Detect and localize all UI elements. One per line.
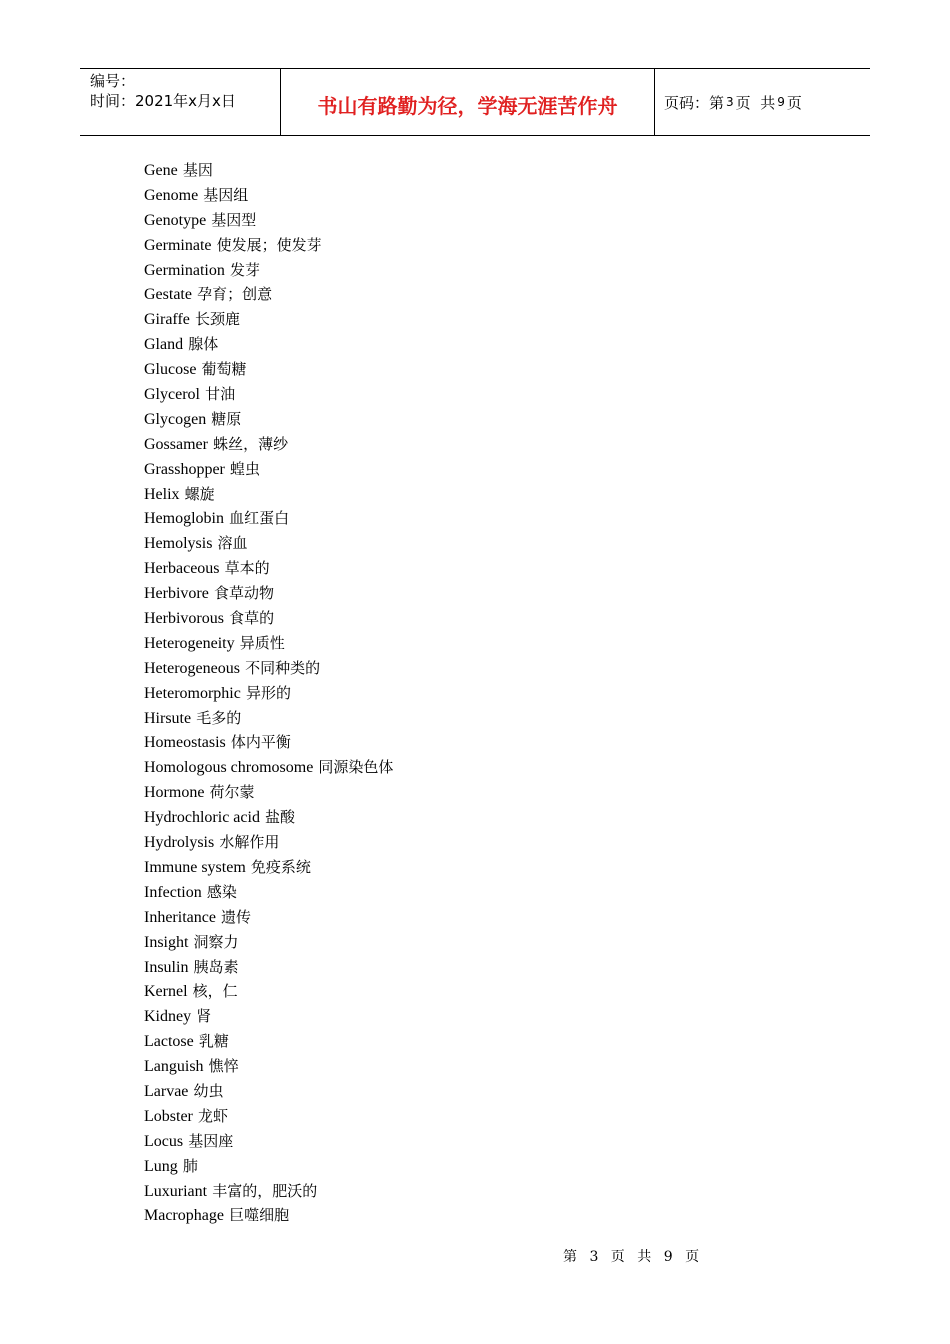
glossary-entry bbox=[144, 730, 393, 755]
entry-definition: 洞察力 bbox=[193, 932, 239, 951]
entry-term: Glycogen bbox=[144, 410, 207, 428]
glossary-entry bbox=[144, 581, 393, 606]
page-current: 3 bbox=[726, 95, 734, 109]
glossary-entry bbox=[144, 407, 393, 432]
entry-term: Gland bbox=[144, 336, 184, 354]
entry-definition: 食草动物 bbox=[213, 584, 274, 603]
entry-definition: 遗传 bbox=[221, 907, 252, 926]
entry-definition: 巨噬细胞 bbox=[229, 1206, 290, 1225]
entry-definition: 毛多的 bbox=[196, 708, 242, 727]
entry-term: Hormone bbox=[144, 784, 205, 802]
entry-definition: 血红蛋白 bbox=[229, 509, 290, 528]
entry-definition: 胰岛素 bbox=[193, 957, 239, 976]
glossary-entry bbox=[144, 1029, 393, 1054]
glossary-entry bbox=[144, 905, 393, 930]
glossary-entry bbox=[144, 1054, 393, 1079]
entry-definition: 蝗虫 bbox=[229, 459, 260, 478]
page-footer: 第 3 页 共 9 页 bbox=[563, 1249, 702, 1265]
entry-term: Genotype bbox=[144, 211, 207, 229]
page-mid: 页 共 bbox=[735, 93, 776, 112]
entry-term: Gossamer bbox=[144, 435, 208, 453]
entry-term: Genome bbox=[144, 186, 199, 204]
glossary-entry bbox=[144, 432, 393, 457]
glossary-entry bbox=[144, 457, 393, 482]
entry-term: Inheritance bbox=[144, 908, 216, 926]
entry-term: Herbaceous bbox=[144, 560, 220, 578]
entry-term: Hydrolysis bbox=[144, 834, 215, 852]
entry-term: Herbivore bbox=[144, 585, 209, 603]
entry-term: Giraffe bbox=[144, 311, 190, 329]
glossary-entry bbox=[144, 1179, 393, 1204]
entry-term: Germination bbox=[144, 261, 225, 279]
header-meta bbox=[80, 69, 281, 135]
entry-definition: 草本的 bbox=[224, 559, 270, 578]
glossary-entry bbox=[144, 1154, 393, 1179]
entry-definition: 食草的 bbox=[229, 609, 275, 628]
entry-definition: 感染 bbox=[206, 882, 237, 901]
entry-term: Lung bbox=[144, 1157, 178, 1175]
glossary-entry bbox=[144, 1004, 393, 1029]
entry-term: Macrophage bbox=[144, 1207, 224, 1225]
glossary-entry bbox=[144, 307, 393, 332]
entry-term: Hirsute bbox=[144, 709, 192, 727]
entry-definition: 荷尔蒙 bbox=[209, 783, 255, 802]
glossary-entry bbox=[144, 258, 393, 283]
entry-term: Grasshopper bbox=[144, 460, 225, 478]
header-page-info bbox=[655, 69, 870, 135]
entry-term: Lobster bbox=[144, 1107, 193, 1125]
entry-definition: 同源染色体 bbox=[318, 758, 394, 777]
entry-definition: 免疫系统 bbox=[250, 857, 311, 876]
glossary-entry bbox=[144, 656, 393, 681]
glossary-list bbox=[144, 158, 393, 1228]
glossary-entry bbox=[144, 780, 393, 805]
entry-definition: 发芽 bbox=[229, 260, 260, 279]
entry-term: Hemolysis bbox=[144, 535, 213, 553]
glossary-entry bbox=[144, 1203, 393, 1228]
entry-term: Glycerol bbox=[144, 386, 200, 404]
entry-term: Infection bbox=[144, 883, 202, 901]
glossary-entry bbox=[144, 158, 393, 183]
entry-term: Germinate bbox=[144, 236, 212, 254]
entry-term: Helix bbox=[144, 485, 180, 503]
glossary-entry bbox=[144, 506, 393, 531]
entry-definition: 乳糖 bbox=[198, 1032, 229, 1051]
glossary-entry bbox=[144, 631, 393, 656]
glossary-entry bbox=[144, 880, 393, 905]
glossary-entry bbox=[144, 183, 393, 208]
glossary-entry bbox=[144, 681, 393, 706]
page-total: 9 bbox=[777, 95, 785, 109]
glossary-entry bbox=[144, 531, 393, 556]
glossary-entry bbox=[144, 282, 393, 307]
entry-definition: 基因型 bbox=[211, 210, 257, 229]
entry-term: Languish bbox=[144, 1058, 204, 1076]
entry-term: Larvae bbox=[144, 1082, 189, 1100]
glossary-entry bbox=[144, 955, 393, 980]
glossary-entry bbox=[144, 755, 393, 780]
glossary-entry bbox=[144, 830, 393, 855]
glossary-entry bbox=[144, 706, 393, 731]
glossary-entry bbox=[144, 556, 393, 581]
entry-term: Lactose bbox=[144, 1033, 194, 1051]
entry-term: Hemoglobin bbox=[144, 510, 224, 528]
entry-term: Kidney bbox=[144, 1008, 192, 1026]
entry-definition: 螺旋 bbox=[184, 484, 215, 503]
entry-definition: 甘油 bbox=[205, 385, 236, 404]
entry-definition: 肺 bbox=[182, 1156, 198, 1175]
glossary-entry bbox=[144, 1079, 393, 1104]
entry-definition: 憔悴 bbox=[208, 1057, 239, 1076]
entry-definition: 体内平衡 bbox=[230, 733, 291, 752]
page-header bbox=[80, 68, 870, 136]
entry-definition: 丰富的，肥沃的 bbox=[212, 1181, 318, 1200]
glossary-entry bbox=[144, 1129, 393, 1154]
entry-term: Homeostasis bbox=[144, 734, 226, 752]
glossary-entry bbox=[144, 1104, 393, 1129]
entry-definition: 异形的 bbox=[245, 683, 291, 702]
entry-definition: 水解作用 bbox=[219, 833, 280, 852]
glossary-entry bbox=[144, 482, 393, 507]
entry-term: Herbivorous bbox=[144, 610, 224, 628]
glossary-entry bbox=[144, 606, 393, 631]
entry-definition: 盐酸 bbox=[265, 808, 296, 827]
glossary-entry bbox=[144, 382, 393, 407]
glossary-entry bbox=[144, 805, 393, 830]
entry-definition: 不同种类的 bbox=[245, 658, 321, 677]
glossary-entry bbox=[144, 208, 393, 233]
entry-definition: 基因 bbox=[182, 161, 213, 179]
glossary-entry bbox=[144, 332, 393, 357]
entry-term: Kernel bbox=[144, 983, 188, 1001]
entry-term: Heteromorphic bbox=[144, 684, 241, 702]
entry-definition: 肾 bbox=[196, 1007, 212, 1026]
entry-definition: 龙虾 bbox=[197, 1106, 228, 1125]
entry-term: Heterogeneity bbox=[144, 634, 235, 652]
glossary-entry bbox=[144, 357, 393, 382]
entry-term: Homologous chromosome bbox=[144, 759, 314, 777]
page-suffix: 页 bbox=[786, 93, 802, 112]
entry-definition: 幼虫 bbox=[193, 1081, 224, 1100]
entry-definition: 腺体 bbox=[188, 335, 219, 354]
entry-definition: 孕育；创意 bbox=[197, 285, 273, 304]
entry-term: Heterogeneous bbox=[144, 659, 240, 677]
entry-definition: 基因座 bbox=[188, 1131, 234, 1150]
glossary-entry bbox=[144, 855, 393, 880]
entry-definition: 基因组 bbox=[203, 185, 249, 204]
entry-term: Insulin bbox=[144, 958, 189, 976]
glossary-entry bbox=[144, 979, 393, 1004]
entry-term: Glucose bbox=[144, 361, 197, 379]
entry-term: Gestate bbox=[144, 286, 192, 304]
glossary-entry bbox=[144, 233, 393, 258]
number-label: 编号： bbox=[90, 72, 136, 90]
entry-definition: 葡萄糖 bbox=[201, 360, 247, 379]
entry-definition: 长颈鹿 bbox=[195, 310, 241, 329]
entry-definition: 溶血 bbox=[217, 534, 248, 553]
entry-term: Gene bbox=[144, 162, 178, 179]
entry-term: Insight bbox=[144, 933, 189, 951]
entry-term: Immune system bbox=[144, 858, 246, 876]
entry-definition: 异质性 bbox=[239, 633, 285, 652]
entry-term: Locus bbox=[144, 1132, 184, 1150]
entry-definition: 使发展；使发芽 bbox=[216, 235, 322, 254]
entry-term: Hydrochloric acid bbox=[144, 809, 260, 827]
entry-term: Luxuriant bbox=[144, 1182, 208, 1200]
entry-definition: 核，仁 bbox=[192, 982, 238, 1001]
entry-definition: 蛛丝，薄纱 bbox=[213, 434, 289, 453]
time-label: 时间：2021年x月x日 bbox=[90, 92, 236, 110]
page-prefix: 页码：第 bbox=[664, 93, 725, 112]
entry-definition: 糖原 bbox=[211, 409, 242, 428]
glossary-entry bbox=[144, 930, 393, 955]
header-motto: 书山有路勤为径，学海无涯苦作舟 bbox=[281, 69, 655, 135]
